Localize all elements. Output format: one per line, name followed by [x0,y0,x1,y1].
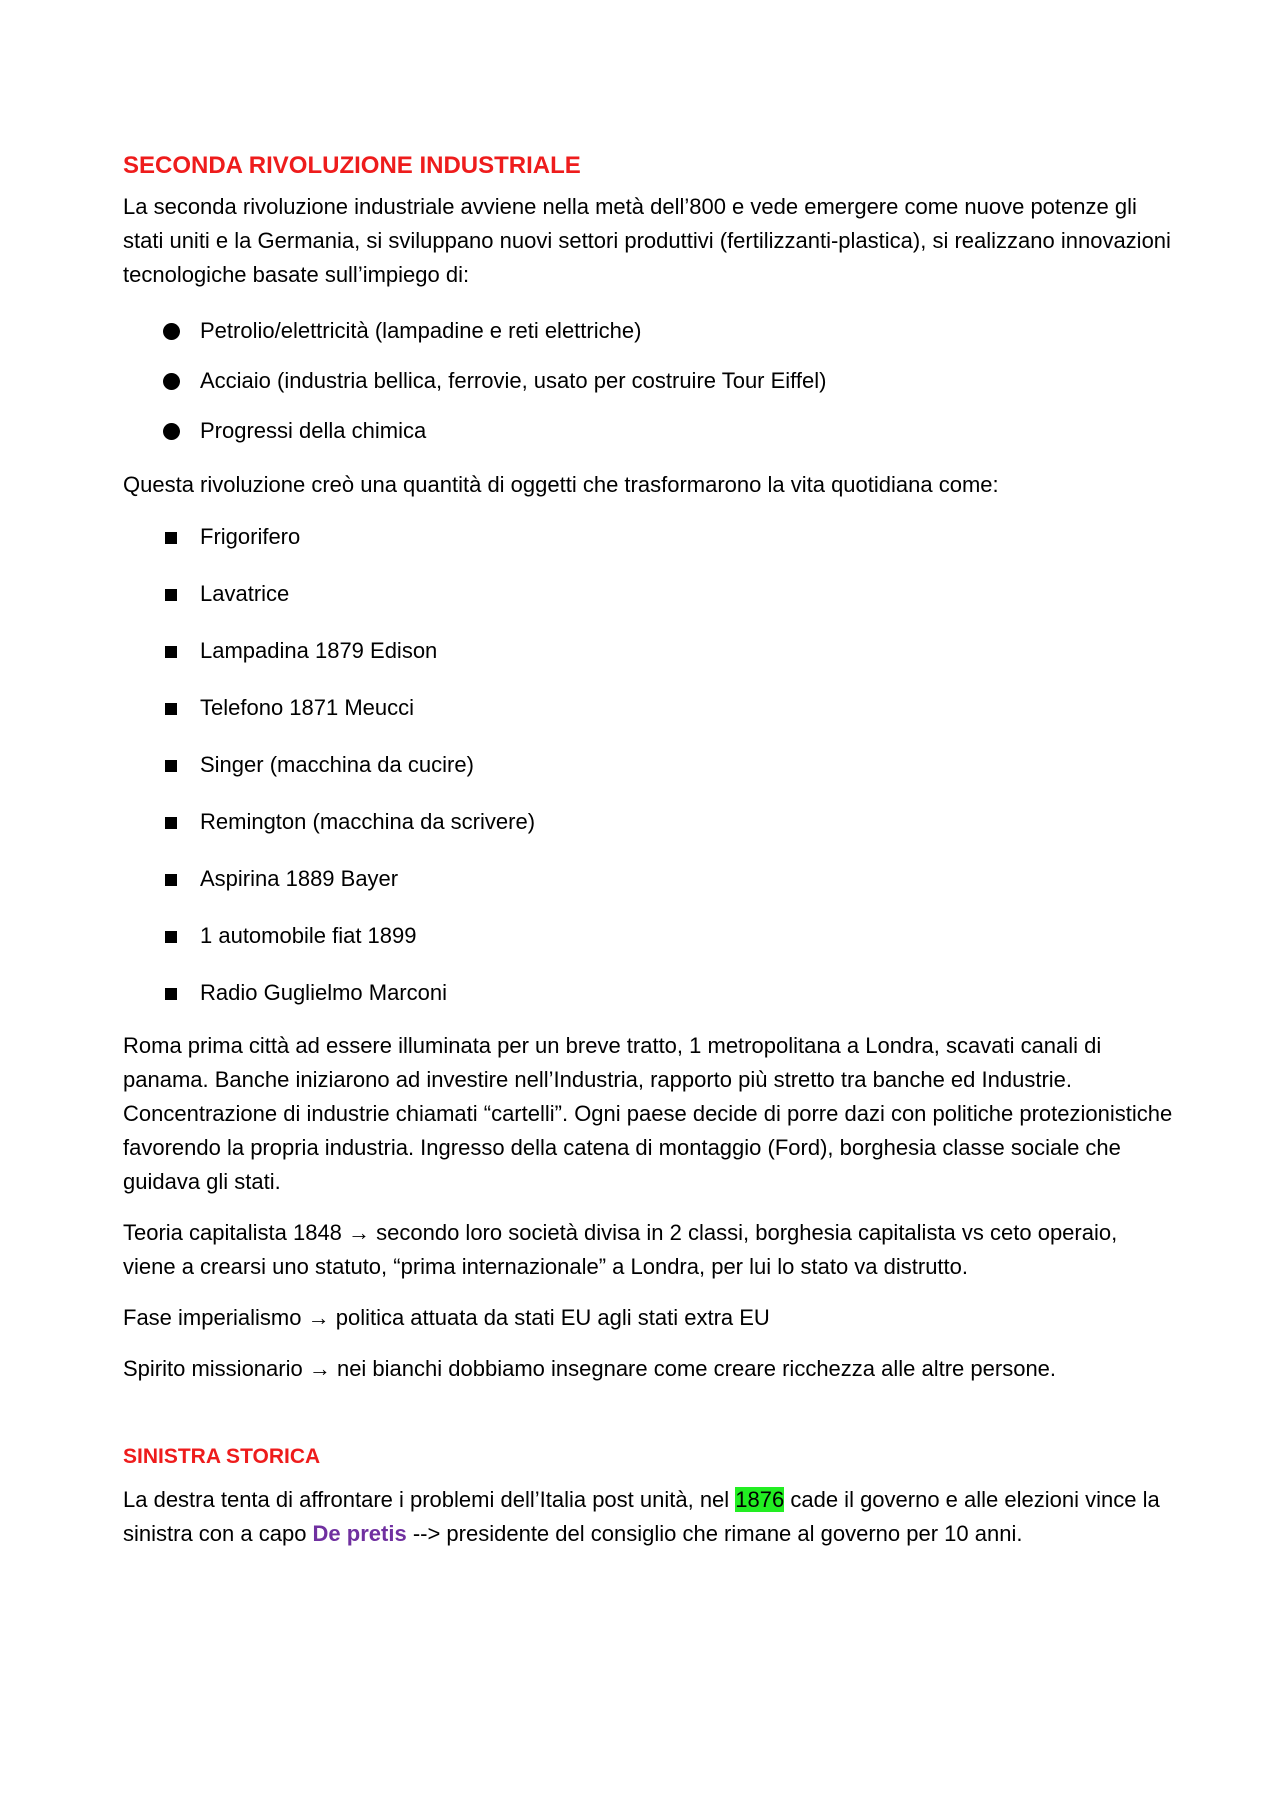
bullet-square-icon [165,988,177,1000]
intro-paragraph: La seconda rivoluzione industriale avviene nella metà dell’800 e vede emergere come nuove potenze gli stati uniti e la Germania, si sviluppano nuovi settori produttivi (fertilizzanti-plastica), si realizzano innovazioni tecnologiche basate sull’impiego di: [123,194,1171,287]
list-item-text: Remington (macchina da scrivere) [200,809,536,834]
bullet-square-icon [165,589,177,601]
list-item-text: Radio Guglielmo Marconi [200,980,447,1005]
list-item [123,693,1173,723]
bullet-dot-icon [163,423,180,440]
list-item-text: Telefono 1871 Meucci [200,695,415,720]
paragraph-teoria: Teoria capitalista 1848 → secondo loro società divisa in 2 classi, borghesia capitalista vs ceto operaio, viene a crearsi uno statuto, “prima internazionale” a Londra, per lui lo stato va distrutto. [123,1220,1118,1279]
list-item [123,579,1173,609]
list-item-text: 1 automobile fiat 1899 [200,923,417,948]
paragraph-spirito: Spirito missionario → nei bianchi dobbiamo insegnare come creare ricchezza alle altre persone. [123,1356,1057,1381]
list-item-text: Singer (macchina da cucire) [200,752,474,777]
paragraph-roma: Roma prima città ad essere illuminata per un breve tratto, 1 metropolitana a Londra, scavati canali di panama. Banche iniziarono ad investire nell’Industria, rapporto più stretto tra banche ed Industrie. Concentrazione di industrie chiamati “cartelli”. Ogni paese decide di porre dazi con politiche protezionistiche favorendo la propria industria. Ingresso della catena di montaggio (Ford), borghesia classe sociale che guidava gli stati. [123,1033,1173,1194]
list-item-text: Aspirina 1889 Bayer [200,866,399,891]
bullet-dot-icon [163,323,180,340]
document-page [123,150,1173,1551]
bullet-dot-icon [163,373,180,390]
bullet-square-icon [165,760,177,772]
bullet-square-icon [165,874,177,886]
highlighted-year: 1876 [735,1487,785,1512]
bullet-square-icon [165,532,177,544]
list-item [123,416,1173,446]
text-segment: La destra tenta di affrontare i problemi dell’Italia post unità, nel [123,1487,736,1512]
section-title-sinistra-storica: SINISTRA STORICA [123,1445,321,1468]
list-item-text: Lavatrice [200,581,290,606]
paragraph-sinistra [123,1483,1173,1551]
text-segment: --> presidente del consiglio che rimane al governo per 10 anni. [406,1521,1023,1546]
list-item [123,522,1173,552]
bullet-square-icon [165,931,177,943]
bullet-square-icon [165,703,177,715]
list-item [123,366,1173,396]
section-title-seconda-rivoluzione: SECONDA RIVOLUZIONE INDUSTRIALE [123,152,581,179]
list-item-text: Progressi della chimica [200,418,427,443]
innovations-list [123,316,1173,446]
list-item [123,864,1173,894]
list-item-text: Acciaio (industria bellica, ferrovie, usato per costruire Tour Eiffel) [200,368,827,393]
list-item [123,978,1173,1008]
bullet-square-icon [165,646,177,658]
paragraph-fase: Fase imperialismo → politica attuata da stati EU agli stati extra EU [123,1305,770,1330]
bullet-square-icon [165,817,177,829]
objects-list [123,522,1173,1008]
list-item [123,921,1173,951]
text-segment: cade il governo e alle elezioni vince la sinistra con a capo [123,1487,1160,1546]
list-item-text: Frigorifero [200,524,301,549]
list-item [123,807,1173,837]
list-item-text: Petrolio/elettricità (lampadine e reti elettriche) [200,318,642,343]
leader-name: De pretis [312,1521,407,1546]
list-item [123,316,1173,346]
objects-intro-paragraph: Questa rivoluzione creò una quantità di oggetti che trasformarono la vita quotidiana come: [123,472,999,497]
list-item [123,636,1173,666]
list-item-text: Lampadina 1879 Edison [200,638,438,663]
list-item [123,750,1173,780]
